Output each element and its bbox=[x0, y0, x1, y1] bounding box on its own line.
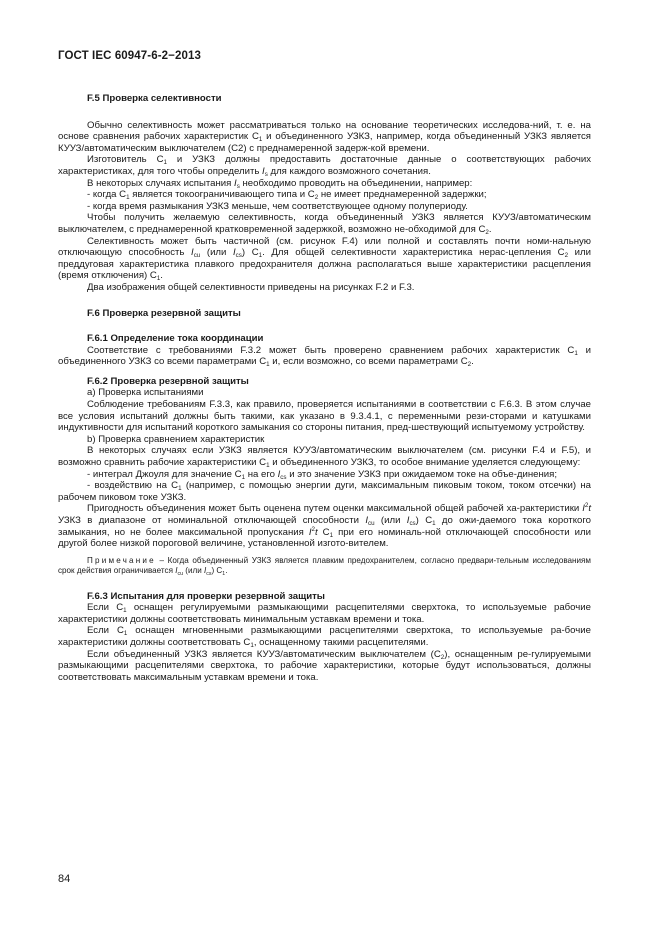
section-title-f6: F.6 Проверка резервной защиты bbox=[87, 307, 241, 319]
paragraph: Два изображения общей селективности приведены на рисунках F.2 и F.3. bbox=[87, 281, 415, 293]
paragraph: Обычно селективность может рассматриваться только на основание теоретических исследова-ний, т. е. на основе сравнения рабочих характеристик $С_1$ и объединенного УЗКЗ, например, когда объединенный УЗКЗ является КУУЗ/автоматическим выключателем (С2) с преднамеренной задерж-кой времени. bbox=[58, 119, 591, 154]
paragraph: Чтобы получить желаемую селективность, когда объединенный УЗКЗ является КУУЗ/автоматическим выключателем, с преднамеренной кратковременной задержкой, возможно не-обходимой для $С_2$. bbox=[58, 212, 591, 236]
paragraph: Изготовитель $С_1$ и УЗКЗ должны предоставить достаточные данные о соответствующих рабочих характеристиках, для того чтобы определить $I_s$ для каждого возможного сочетания. bbox=[58, 154, 591, 178]
list-item: - интеграл Джоуля для значение $С_1$ на его $I_{cs}$ и это значение УЗКЗ при ожидаемом токе на объе-динения; bbox=[87, 468, 558, 481]
paragraph: Селективность может быть частичной (см. рисунок F.4) или полной и составлять почти номи-нальную отключающую способность $I_{cu}$ (или $I_{cs}$) $С_1$. Для общей селективности характеристика нерас-цепления $С_2$ или преддуговая характеристика плавкого предохранителя должна располагаться выше характеристики расцепления (время отключения) $С_1$. bbox=[58, 235, 591, 283]
paragraph: Соблюдение требованиям F.3.3, как правило, проверяется испытаниями в соответствии с F.6.3. В этом случае все условия испытаний должны быть такими, как указано в 9.3.4.1, с переменными рези-сторами и катушками индуктивности для испытаний короткого замыкания со стороны питания, пред-шествующий испытуемому устройству. bbox=[58, 399, 591, 434]
subsection-title-f62: F.6.2 Проверка резервной защиты bbox=[87, 375, 249, 387]
paragraph: b) Проверка сравнением характеристик bbox=[87, 433, 265, 445]
list-item: - воздействию на $С_1$ (например, с помощью энергии дуги, максимальным пиковым током, током отсечки) на рабочем пиковом токе УЗКЗ. bbox=[58, 480, 591, 503]
paragraph: Если $С_1$ оснащен регулируемыми размыкающими расцепителями сверхтока, то используемые рабочие характеристики должны соответствовать минимальным уставкам времени и тока. bbox=[58, 602, 591, 625]
list-item: - когда $С_1$ является токоограничивающего типа и $С_2$ не имеет преднамеренной задержки; bbox=[87, 189, 487, 202]
section-title-f5: F.5 Проверка селективности bbox=[87, 93, 222, 104]
paragraph: Пригодность объединения может быть оценена путем оценки максимальной общей рабочей ха-рактеристики $I^2t$ УЗКЗ в диапазоне от номинальной отключающей способности $I_{cu}$ (или $I_{cs}$) $С_1$ до ожи-даемого тока короткого замыкания, но не более максимальной пропускания $I^2t$ $С_1$ при его номиналь-ной отключающей способности или другой более низкой пороговой величине, установленной изгото-вителем. bbox=[58, 502, 591, 550]
list-item: - когда время размыкания УЗКЗ меньше, чем соответствующее одному полупериоду. bbox=[87, 200, 468, 212]
subsection-title-f61: F.6.1 Определение тока координации bbox=[87, 333, 264, 345]
paragraph: Если $С_1$ оснащен мгновенными размыкающими расцепителями сверхтока, то используемые ра-бочие характеристики должны соответствовать $С_1$, оснащенному такими расцепителями. bbox=[58, 625, 591, 649]
paragraph: В некоторых случаях испытания $I_s$ необходимо проводить на объединении, например: bbox=[87, 177, 473, 190]
standard-header: ГОСТ IEC 60947-6-2−2013 bbox=[58, 50, 201, 62]
paragraph: а) Проверка испытаниями bbox=[87, 387, 204, 399]
page-number: 84 bbox=[58, 873, 71, 885]
paragraph: Соответствие с требованиями F.3.2 может быть проверено сравнением рабочих характеристик $С_1$ и объединенного УЗКЗ со всеми параметрами $С_1$ и, если возможно, со всеми параметрами $С_2$. bbox=[58, 344, 591, 369]
note: Примечание – Когда объединенный УЗКЗ является плавким предохранителем, согласно предвари-тельным исследованиям срок действия ограничивается $I_{cu}$ (или $I_{cs}$) $С_1$. bbox=[58, 555, 591, 578]
subsection-title-f63: F.6.3 Испытания для проверки резервной защиты bbox=[87, 590, 325, 602]
page-body bbox=[58, 93, 591, 683]
paragraph: В некоторых случаях если УЗКЗ является КУУЗ/автоматическим выключателем (см. рисунки F.4 и F.5), и возможно сравнить рабочие характеристики $С_1$ и объединенного УЗКЗ, то особое внимание уделяется следующему: bbox=[58, 445, 591, 470]
paragraph: Если объединенный УЗКЗ является КУУЗ/автоматическим выключателем $(С_2)$, оснащенным ре-гулируемыми размыкающими расцепителями сверхтока, то рабочие характеристики, которые будут использоваться, должны соответствовать максимальным уставкам времени и тока. bbox=[58, 648, 591, 683]
